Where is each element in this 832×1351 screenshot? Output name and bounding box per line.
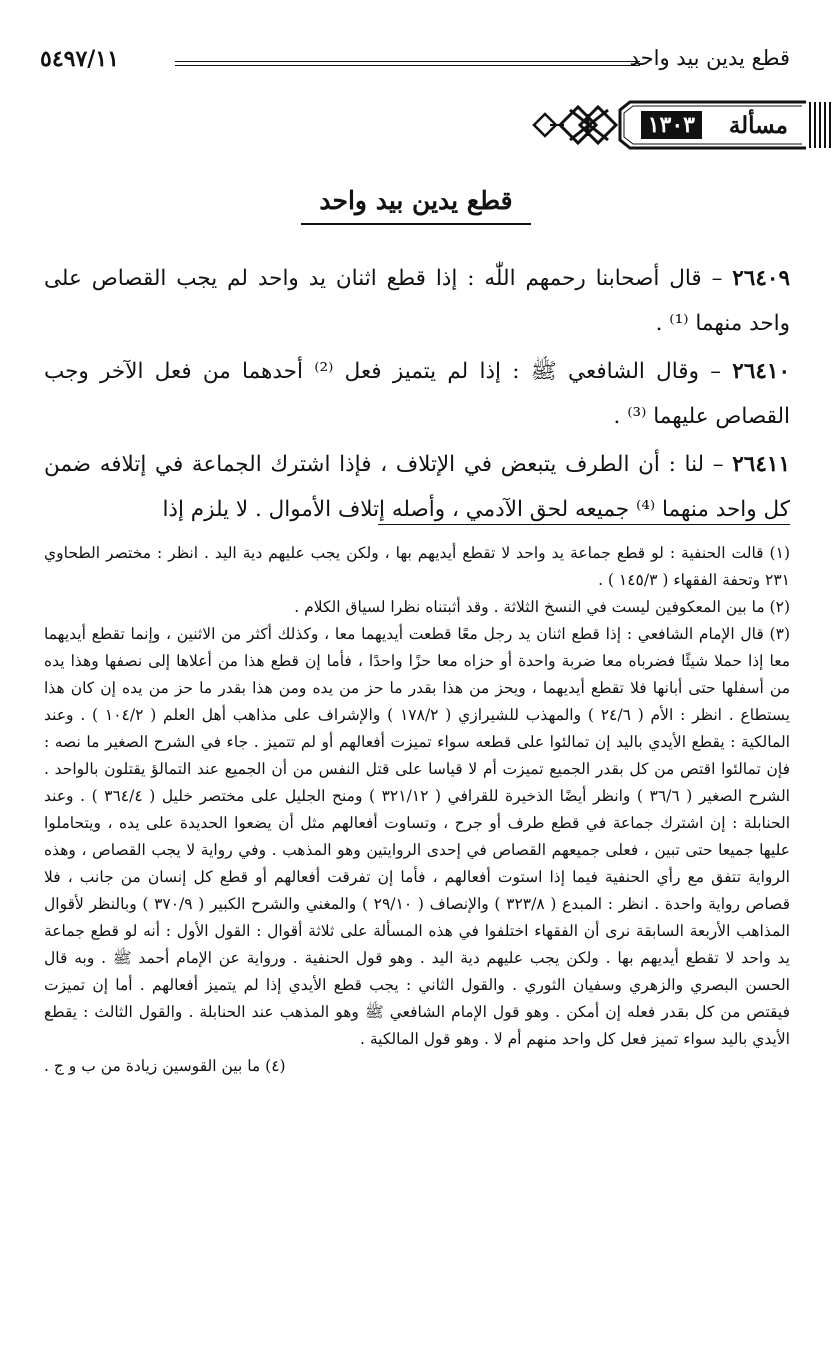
body-text bbox=[44, 256, 790, 535]
paragraph-text: – لنا : أن الطرف يتبعض في الإتلاف ، فإذا اشترك الجماعة في إتلافه ضمن كل واحد منهما ⁽⁴⁾ جميعه لحق الآدمي ، وأصله إتلاف الأموال . لا يلزم إذا bbox=[44, 452, 790, 522]
paragraph-number: ٢٦٤١١ bbox=[732, 452, 790, 477]
paragraph-number: ٢٦٤١٠ bbox=[732, 359, 791, 384]
paragraph bbox=[44, 442, 790, 532]
section-title bbox=[0, 186, 832, 225]
paragraph bbox=[44, 256, 790, 346]
footnote-rule bbox=[378, 524, 790, 525]
footnote: (٢) ما بين المعكوفين ليست في النسخ الثلاثة . وقد أثبتناه نظرا لسياق الكلام . bbox=[294, 598, 790, 616]
header-rule bbox=[175, 61, 640, 66]
issue-banner bbox=[520, 96, 832, 160]
page-number: ٥٤٩٧/١١ bbox=[40, 46, 125, 72]
footnotes bbox=[44, 540, 790, 1080]
paragraph bbox=[44, 349, 790, 439]
issue-label: مسألة bbox=[728, 112, 788, 139]
issue-number: ١٣٠٣ bbox=[641, 111, 702, 139]
section-title-text: قطع يدين بيد واحد bbox=[301, 186, 530, 225]
running-header bbox=[40, 44, 790, 80]
footnote: (٤) ما بين القوسين زيادة من ب و ج . bbox=[44, 1057, 286, 1075]
paragraph-text: – وقال الشافعي ﷺ : إذا لم يتميز فعل ⁽²⁾ أحدهما من فعل الآخر وجب القصاص عليهما ⁽³⁾ . bbox=[44, 359, 790, 429]
running-title: قطع يدين بيد واحد bbox=[622, 46, 790, 70]
footnote: (١) قالت الحنفية : لو قطع جماعة يد واحد لا تقطع أيديهم بها ، ولكن يجب عليهم دية اليد . انظر : مختصر الطحاوي ٢٣١ وتحفة الفقهاء ( ١٤٥/٣ ) . bbox=[44, 544, 790, 589]
paragraph-number: ٢٦٤٠٩ bbox=[732, 266, 790, 291]
footnote: (٣) قال الإمام الشافعي : إذا قطع اثنان يد رجل معًا قطعت أيديهما معا ، وكذلك أكثر من الاثنين ، وإنما تقطع أيديهما معا إذا حملا شيئًا فضرباه معا ضربة واحدة أو حزاه معا حزًا واحدًا ، فأما إن قطع هذا من أعلاها إلى نصفها وهذا يده من أسفلها حتى أبانها فلا تقطع أيديهما ، ويحز من هذا بقدر ما حز من يده ومن هذا بقدر ما حز من يده إن كان هذا يستطاع . انظر : الأم ( ٢٤/٦ ) والمهذب للشيرازي ( ١٧٨/٢ ) والإشراف على مذاهب أهل العلم ( ١٠٤/٢ ) . وعند المالكية : يقطع الأيدي باليد إن تمالئوا على قطعه سواء تميزت أفعالهم أو لم تتميز . جاء في الشرح الصغير ما نصه : فإن تمالئوا اقتص من كل بقدر الجميع تميزت أم لا قياسا على قتل النفس من أن الجميع عند التمالؤ يقتلون بالواحد . الشرح الصغير ( ٣٦/٦ ) وانظر أيضًا الذخيرة للقرافي ( ٣٢١/١٢ ) ومنح الجليل على مختصر خليل ( ٣٦٤/٤ ) . وعند الحنابلة : إن اشترك جماعة في قطع طرف أو جرح ، وتساوت أفعالهم مثل أن يضعوا الحديدة على يده ، ويتحاملوا عليها جميعا حتى تبين ، فعلى جميعهم القصاص في إحدى الروايتين وهو المذهب . وفي رواية لا يجب القصاص ، وهذه الرواية تتفق مع رأي الحنفية فيما إذا استوت أفعالهم ، فأما إن تفرقت أفعالهم أو قطع كل إنسان من جانب ، فلا قصاص رواية واحدة . انظر : المبدع ( ٣٢٣/٨ ) والإنصاف ( ٢٩/١٠ ) والمغني والشرح الكبير ( ٣٧٠/٩ ) وبالنظر لأقوال المذاهب الأربعة السابقة نرى أن الفقهاء اختلفوا في هذه المسألة على ثلاثة أقوال : القول الأول : أنه لو قطع جماعة يد واحد لا تقطع أيديهم بها . ولكن يجب عليهم دية اليد . وهو قول الحنفية . ورواية عن الإمام أحمد ﷺ . وبه قال الحسن البصري والزهري وسفيان الثوري . والقول الثاني : يجب قطع الأيدي إذا لم يتميز أفعالهم . أما إن تميزت فيقتص من كل بقدر فعله إن أمكن . وهو قول الإمام الشافعي ﷺ وهو المذهب عند الحنابلة . والقول الثالث : يقطع الأيدي باليد سواء تميز فعل كل واحد منهم أم لا . وهو قول المالكية . bbox=[44, 625, 790, 1048]
paragraph-text: – قال أصحابنا رحمهم اللّٰه : إذا قطع اثنان يد واحد لم يجب القصاص على واحد منهما ⁽¹⁾ . bbox=[44, 266, 790, 336]
